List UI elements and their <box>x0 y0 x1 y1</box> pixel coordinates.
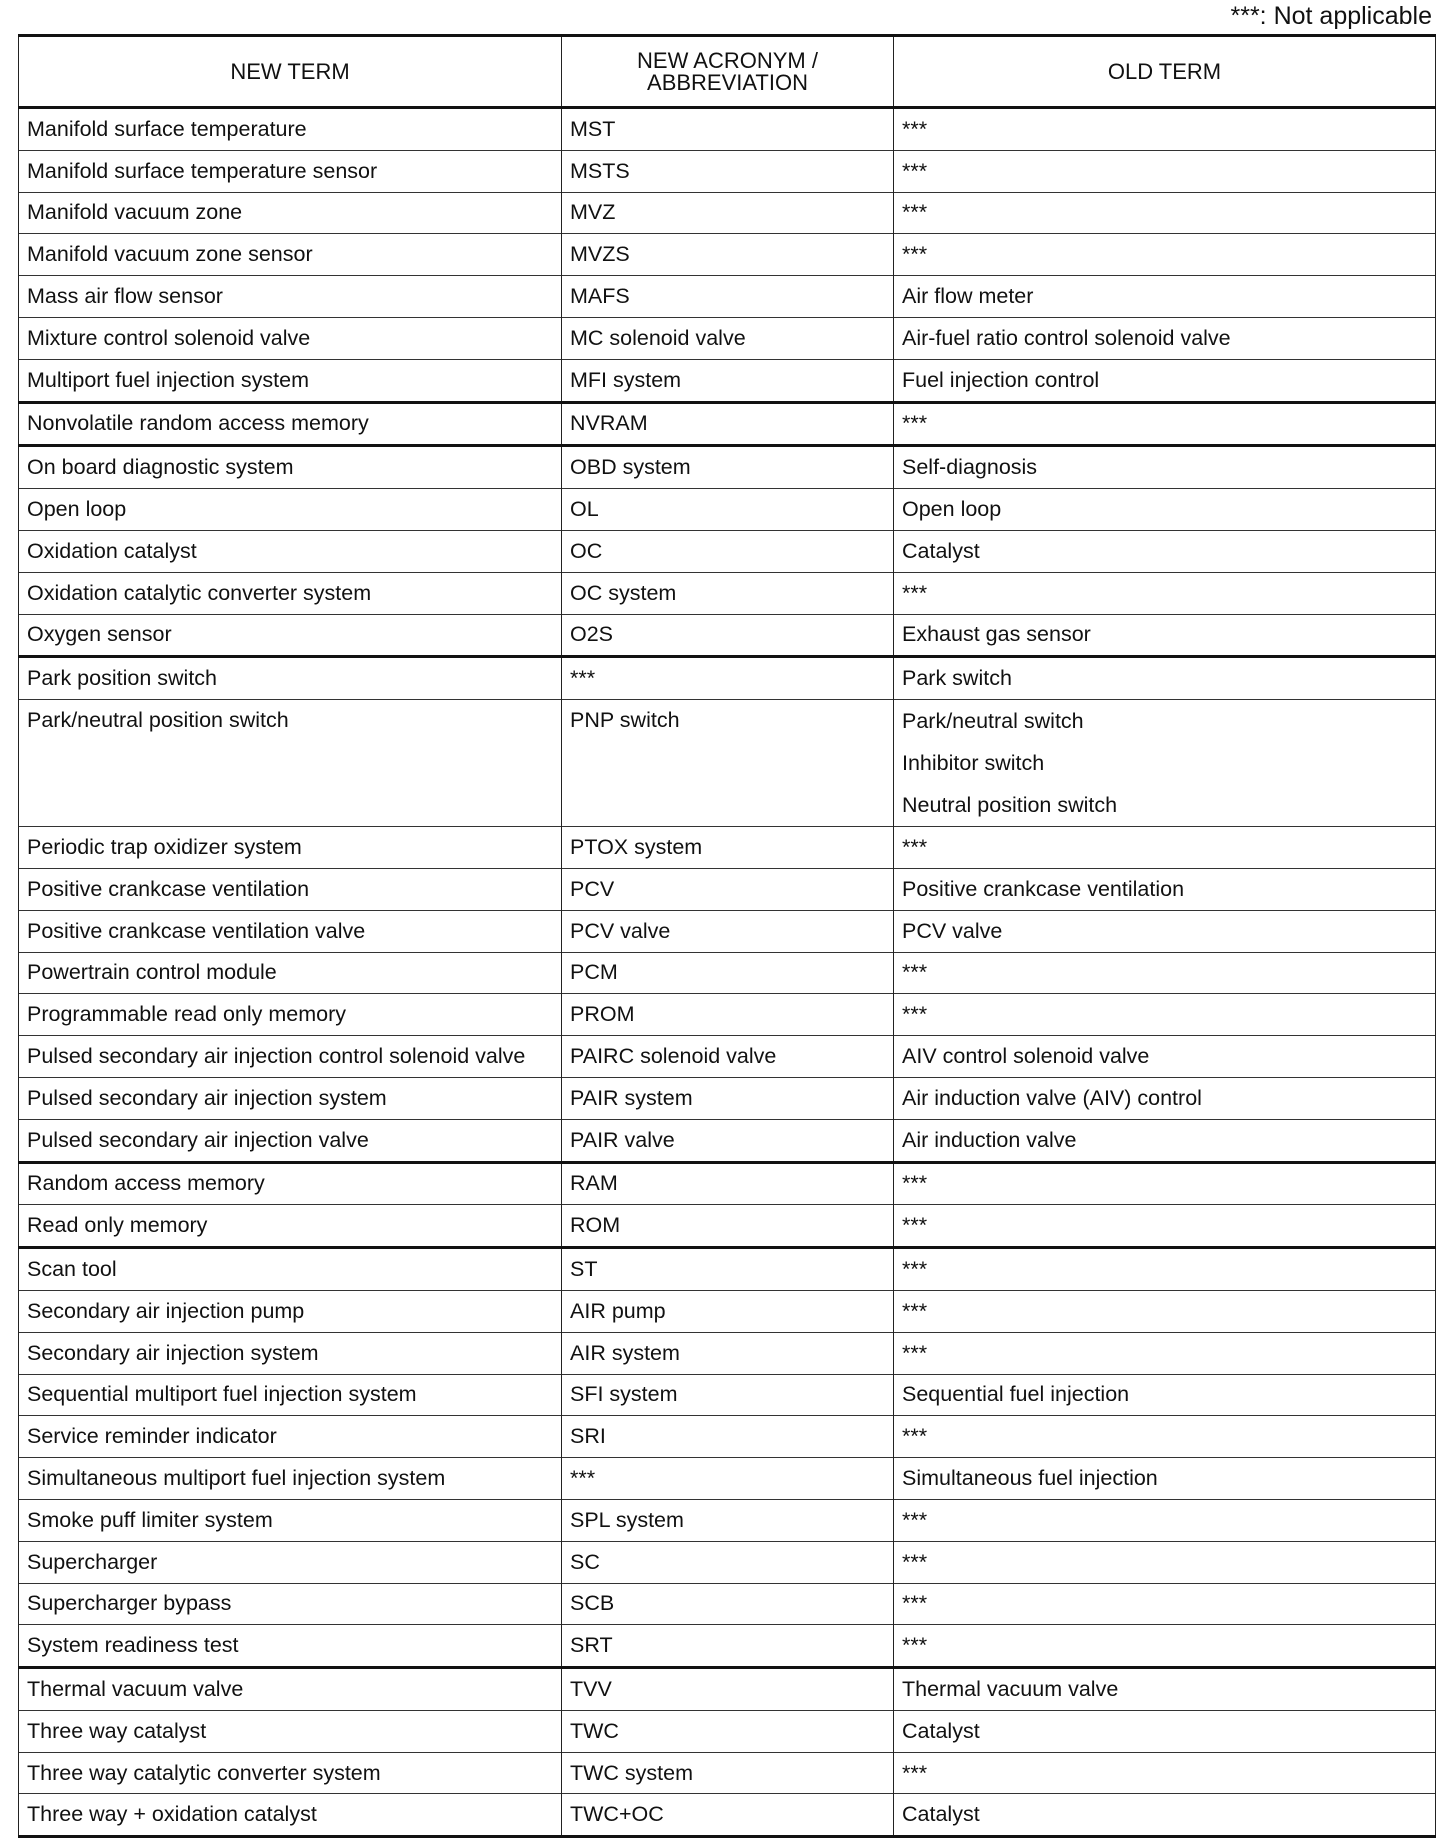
cell-acronym: PAIR system <box>562 1077 894 1119</box>
cell-new-term: Multiport fuel injection system <box>19 359 562 402</box>
cell-acronym: MVZS <box>562 234 894 276</box>
table-row <box>19 1205 1436 1248</box>
cell-new-term: Programmable read only memory <box>19 994 562 1036</box>
cell-old-term: *** <box>894 952 1436 994</box>
cell-new-term: Thermal vacuum valve <box>19 1668 562 1711</box>
cell-new-term: Random access memory <box>19 1162 562 1205</box>
cell-old-term: Air-fuel ratio control solenoid valve <box>894 317 1436 359</box>
cell-old-term: Catalyst <box>894 1794 1436 1837</box>
cell-old-term: *** <box>894 1625 1436 1668</box>
cell-old-term: *** <box>894 1248 1436 1291</box>
cell-acronym: OC system <box>562 572 894 614</box>
cell-new-term: Park/neutral position switch <box>19 700 562 827</box>
cell-acronym: MSTS <box>562 150 894 192</box>
cell-old-term: *** <box>894 1205 1436 1248</box>
cell-acronym: ST <box>562 1248 894 1291</box>
cell-new-term: Nonvolatile random access memory <box>19 402 562 446</box>
old-term-line: Neutral position switch <box>902 793 1118 818</box>
cell-old-term: *** <box>894 1416 1436 1458</box>
cell-new-term: Oxidation catalytic converter system <box>19 572 562 614</box>
cell-acronym: SRI <box>562 1416 894 1458</box>
table-row <box>19 1541 1436 1583</box>
table-row <box>19 1752 1436 1794</box>
cell-old-term: *** <box>894 150 1436 192</box>
table-row <box>19 827 1436 869</box>
table-row <box>19 150 1436 192</box>
cell-acronym: TWC system <box>562 1752 894 1794</box>
table-row <box>19 572 1436 614</box>
cell-old-term: Catalyst <box>894 530 1436 572</box>
cell-new-term: Oxidation catalyst <box>19 530 562 572</box>
cell-new-term: Pulsed secondary air injection valve <box>19 1119 562 1162</box>
table-row <box>19 994 1436 1036</box>
cell-new-term: Positive crankcase ventilation <box>19 868 562 910</box>
cell-old-term: Air flow meter <box>894 276 1436 318</box>
table-body <box>19 108 1436 1837</box>
cell-acronym: MC solenoid valve <box>562 317 894 359</box>
cell-new-term: Three way catalyst <box>19 1710 562 1752</box>
terminology-table <box>18 34 1436 1838</box>
table-header-row <box>19 36 1436 108</box>
table-row <box>19 1794 1436 1837</box>
cell-old-term: *** <box>894 192 1436 234</box>
table-row <box>19 1162 1436 1205</box>
cell-new-term: Secondary air injection pump <box>19 1290 562 1332</box>
cell-old-term: *** <box>894 1332 1436 1374</box>
cell-old-term: Exhaust gas sensor <box>894 614 1436 657</box>
cell-new-term: Supercharger <box>19 1541 562 1583</box>
cell-new-term: Periodic trap oxidizer system <box>19 827 562 869</box>
table-row <box>19 910 1436 952</box>
table-row <box>19 1119 1436 1162</box>
cell-new-term: Read only memory <box>19 1205 562 1248</box>
cell-old-term: *** <box>894 234 1436 276</box>
table-row <box>19 359 1436 402</box>
cell-new-term: Open loop <box>19 489 562 531</box>
cell-acronym: TWC+OC <box>562 1794 894 1837</box>
cell-old-term: Self-diagnosis <box>894 446 1436 489</box>
cell-acronym: PCV valve <box>562 910 894 952</box>
table-row <box>19 530 1436 572</box>
old-term-line: Park/neutral switch <box>902 709 1084 734</box>
cell-new-term: Three way catalytic converter system <box>19 1752 562 1794</box>
table-row <box>19 1332 1436 1374</box>
cell-acronym: SC <box>562 1541 894 1583</box>
table-row <box>19 276 1436 318</box>
cell-acronym: MAFS <box>562 276 894 318</box>
table-row <box>19 1290 1436 1332</box>
cell-acronym: O2S <box>562 614 894 657</box>
table-row <box>19 1374 1436 1416</box>
table-row <box>19 952 1436 994</box>
header-new-term: NEW TERM <box>19 36 562 108</box>
cell-acronym: MVZ <box>562 192 894 234</box>
cell-acronym: PTOX system <box>562 827 894 869</box>
cell-old-term: Sequential fuel injection <box>894 1374 1436 1416</box>
cell-new-term: On board diagnostic system <box>19 446 562 489</box>
old-term-line: Inhibitor switch <box>902 751 1045 776</box>
cell-new-term: System readiness test <box>19 1625 562 1668</box>
cell-old-term: Catalyst <box>894 1710 1436 1752</box>
table-row <box>19 446 1436 489</box>
cell-old-term: *** <box>894 1162 1436 1205</box>
cell-old-term: Positive crankcase ventilation <box>894 868 1436 910</box>
table-row <box>19 1248 1436 1291</box>
cell-old-term: Thermal vacuum valve <box>894 1668 1436 1711</box>
cell-new-term: Park position switch <box>19 657 562 700</box>
cell-new-term: Three way + oxidation catalyst <box>19 1794 562 1837</box>
table-row <box>19 402 1436 446</box>
cell-new-term: Mixture control solenoid valve <box>19 317 562 359</box>
cell-old-term: *** <box>894 1499 1436 1541</box>
cell-acronym: TWC <box>562 1710 894 1752</box>
cell-new-term: Secondary air injection system <box>19 1332 562 1374</box>
cell-acronym: PCV <box>562 868 894 910</box>
cell-new-term: Pulsed secondary air injection system <box>19 1077 562 1119</box>
table-row <box>19 192 1436 234</box>
cell-acronym: PAIR valve <box>562 1119 894 1162</box>
cell-acronym: SFI system <box>562 1374 894 1416</box>
cell-old-term: Fuel injection control <box>894 359 1436 402</box>
cell-old-term: AIV control solenoid valve <box>894 1036 1436 1078</box>
table-row <box>19 700 1436 827</box>
cell-acronym: OBD system <box>562 446 894 489</box>
cell-old-term: *** <box>894 1752 1436 1794</box>
table-row <box>19 1710 1436 1752</box>
cell-old-term: *** <box>894 994 1436 1036</box>
not-applicable-note: ***: Not applicable <box>1230 2 1432 30</box>
cell-old-term: *** <box>894 108 1436 151</box>
cell-new-term: Mass air flow sensor <box>19 276 562 318</box>
cell-old-term: *** <box>894 1541 1436 1583</box>
cell-old-term: Air induction valve <box>894 1119 1436 1162</box>
cell-old-term: Air induction valve (AIV) control <box>894 1077 1436 1119</box>
cell-new-term: Positive crankcase ventilation valve <box>19 910 562 952</box>
table-row <box>19 614 1436 657</box>
table-row <box>19 108 1436 151</box>
table-row <box>19 234 1436 276</box>
cell-acronym: SRT <box>562 1625 894 1668</box>
table-row <box>19 1036 1436 1078</box>
cell-acronym: MFI system <box>562 359 894 402</box>
terminology-table-container <box>18 34 1436 1838</box>
cell-new-term: Service reminder indicator <box>19 1416 562 1458</box>
table-row <box>19 1458 1436 1500</box>
cell-acronym: TVV <box>562 1668 894 1711</box>
cell-acronym: SPL system <box>562 1499 894 1541</box>
table-row <box>19 1583 1436 1625</box>
cell-new-term: Simultaneous multiport fuel injection system <box>19 1458 562 1500</box>
cell-old-term: *** <box>894 1290 1436 1332</box>
cell-acronym: PAIRC solenoid valve <box>562 1036 894 1078</box>
table-row <box>19 1077 1436 1119</box>
cell-new-term: Scan tool <box>19 1248 562 1291</box>
cell-new-term: Oxygen sensor <box>19 614 562 657</box>
cell-old-term <box>894 700 1436 827</box>
cell-old-term: PCV valve <box>894 910 1436 952</box>
cell-new-term: Manifold vacuum zone <box>19 192 562 234</box>
cell-new-term: Powertrain control module <box>19 952 562 994</box>
cell-acronym: OC <box>562 530 894 572</box>
cell-acronym: PCM <box>562 952 894 994</box>
cell-old-term: *** <box>894 827 1436 869</box>
table-row <box>19 489 1436 531</box>
cell-acronym: NVRAM <box>562 402 894 446</box>
header-acronym <box>562 36 894 108</box>
cell-old-term: *** <box>894 572 1436 614</box>
table-row <box>19 1499 1436 1541</box>
cell-new-term: Manifold vacuum zone sensor <box>19 234 562 276</box>
table-row <box>19 657 1436 700</box>
cell-acronym: RAM <box>562 1162 894 1205</box>
cell-acronym: AIR system <box>562 1332 894 1374</box>
cell-new-term: Pulsed secondary air injection control solenoid valve <box>19 1036 562 1078</box>
header-acronym-text: NEW ACRONYM / ABBREVIATION <box>637 47 818 95</box>
cell-old-term: Park switch <box>894 657 1436 700</box>
cell-old-term: *** <box>894 402 1436 446</box>
cell-acronym: OL <box>562 489 894 531</box>
cell-acronym: PNP switch <box>562 700 894 827</box>
table-row <box>19 317 1436 359</box>
cell-new-term: Smoke puff limiter system <box>19 1499 562 1541</box>
cell-old-term: Open loop <box>894 489 1436 531</box>
cell-acronym: AIR pump <box>562 1290 894 1332</box>
cell-acronym: MST <box>562 108 894 151</box>
table-row <box>19 1625 1436 1668</box>
cell-acronym: *** <box>562 1458 894 1500</box>
cell-old-term: *** <box>894 1583 1436 1625</box>
cell-acronym: PROM <box>562 994 894 1036</box>
cell-new-term: Manifold surface temperature <box>19 108 562 151</box>
cell-new-term: Supercharger bypass <box>19 1583 562 1625</box>
cell-acronym: SCB <box>562 1583 894 1625</box>
cell-new-term: Manifold surface temperature sensor <box>19 150 562 192</box>
header-old-term: OLD TERM <box>894 36 1436 108</box>
table-row <box>19 868 1436 910</box>
cell-acronym: ROM <box>562 1205 894 1248</box>
cell-new-term: Sequential multiport fuel injection system <box>19 1374 562 1416</box>
cell-old-term: Simultaneous fuel injection <box>894 1458 1436 1500</box>
cell-acronym: *** <box>562 657 894 700</box>
table-row <box>19 1668 1436 1711</box>
table-row <box>19 1416 1436 1458</box>
